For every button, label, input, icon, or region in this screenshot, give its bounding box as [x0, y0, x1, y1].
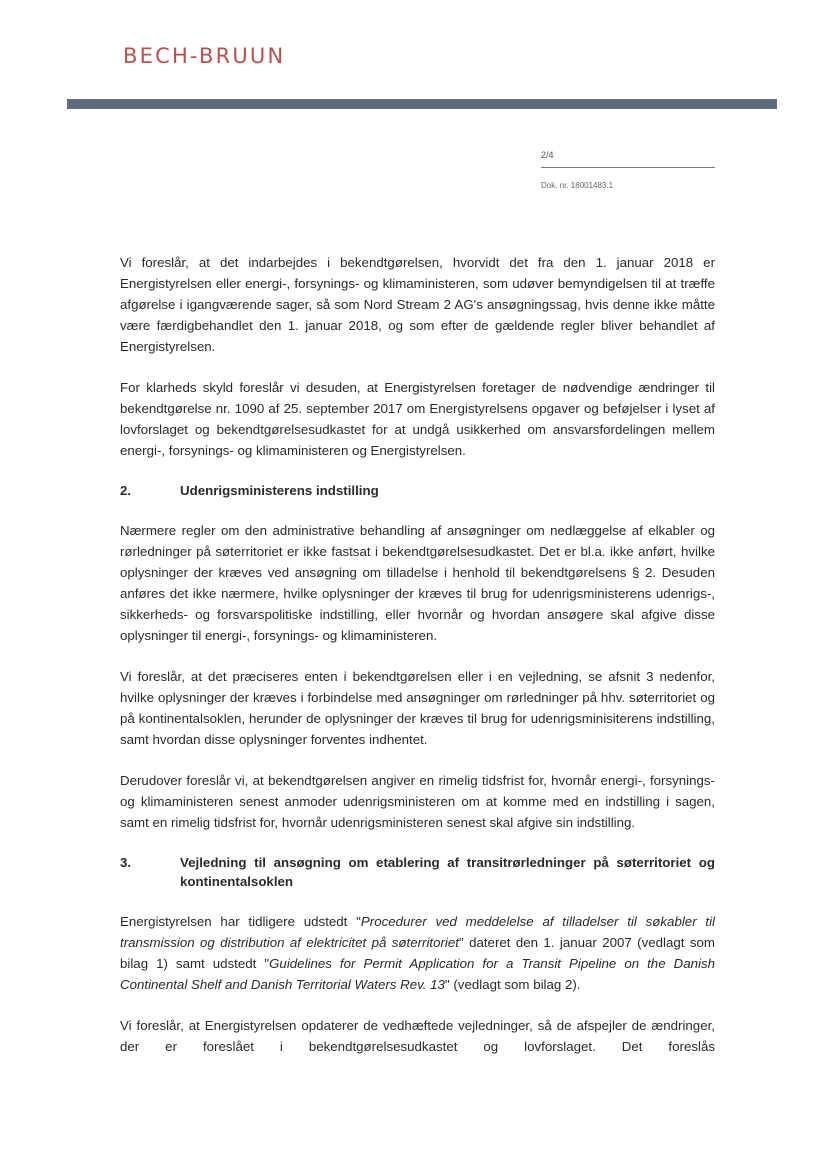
- section-2-number: 2.: [120, 483, 132, 498]
- paragraph-6-text-2: " dateret den 1. januar 2007 (vedlagt som bilag 1) samt udstedt ": [120, 935, 715, 971]
- section-2-title: Udenrigsministerens indstilling: [180, 483, 379, 498]
- section-3-number: 3.: [120, 855, 132, 870]
- section-3-heading: [120, 853, 715, 891]
- paragraph-6-italic-2: Guidelines for Permit Application for a Transit Pipeline on the Danish Continental Shelf and Danish Territorial Waters Rev. 13: [120, 956, 715, 992]
- paragraph-4: Vi foreslår, at det præciseres enten i bekendtgørelsen eller i en vejledning, se afsnit 3 nedenfor, hvilke oplysninger der kræves i forbindelse med ansøgninger om rørledninger på hhv. søterritoriet og på kontinentalsoklen, herunder de oplysninger der kræves til brug for udenrigsminisiterens indstilling, samt hvordan disse oplysninger forventes indhentet.: [120, 669, 715, 747]
- document-number: Dok. nr. 18001483.1: [541, 181, 614, 190]
- paragraph-2: For klarheds skyld foreslår vi desuden, at Energistyrelsen foretager de nødvendige ændringer til bekendtgørelse nr. 1090 af 25. september 2017 om Energistyrelsens opgaver og beføjelser i lyset af lovforslaget og bekendtgørelsesudkastet for at undgå usikkerhed om ansvarsfordelingen mellem energi-, forsynings- og klimaministeren og Energistyrelsen.: [120, 380, 715, 458]
- paragraph-3: Nærmere regler om den administrative behandling af ansøgninger om nedlæggelse af elkabler og rørledninger på søterritoriet er ikke fastsat i bekendtgørelsesudkastet. Det er bl.a. ikke anført, hvilke oplysninger der kræves ved ansøgning om tilladelse i henhold til bekendtgørelsens § 2. Desuden anføres det ikke nærmere, hvilke oplysninger der kræves til brug for udenrigsministerens udenrigs-, sikkerheds- og forsvarspolitiske indstilling, eller hvornår og hvordan ansøgere skal afgive disse oplysninger til energi-, forsynings- og klimaministeren.: [120, 523, 715, 643]
- section-2-heading: [120, 481, 715, 500]
- paragraph-6: [120, 911, 715, 995]
- paragraph-5: Derudover foreslår vi, at bekendtgørelsen angiver en rimelig tidsfrist for, hvornår energi-, forsynings- og klimaministeren senest anmoder udenrigsministeren om at komme med en indstilling i sagen, samt en rimelig tidsfrist for, hvornår udenrigsministeren senest skal afgive sin indstilling.: [120, 773, 715, 830]
- paragraph-7: Vi foreslår, at Energistyrelsen opdaterer de vedhæftede vejledninger, så de afspejler de ændringer, der er foreslået i bekendtgørelsesudkastet og lovforslaget. Det foreslås: [120, 1018, 715, 1054]
- header-bar: [67, 99, 777, 109]
- section-3-title: Vejledning til ansøgning om etablering af transitrørledninger på søterritoriet og kontinentalsoklen: [180, 855, 715, 889]
- document-meta: [541, 150, 715, 190]
- paragraph-1: Vi foreslår, at det indarbejdes i bekendtgørelsen, hvorvidt det fra den 1. januar 2018 er Energistyrelsen eller energi-, forsynings- og klimaministeren, som udøver bemyndigelsen til at træffe afgørelse i igangværende sager, så som Nord Stream 2 AG's ansøgningssag, hvis denne ikke måtte være færdigbehandlet den 1. januar 2018, og som efter de gældende regler bliver behandlet af Energistyrelsen.: [120, 255, 715, 354]
- page-number: 2/4: [541, 150, 715, 168]
- company-logo: BECH-BRUUN: [123, 44, 286, 68]
- letter-body: [120, 252, 715, 1077]
- paragraph-6-text-1: Energistyrelsen har tidligere udstedt ": [120, 914, 361, 929]
- paragraph-6-italic-1: Procedurer ved meddelelse af tilladelser til søkabler til transmission og distribution af elektricitet på søterritoriet: [120, 914, 716, 950]
- paragraph-6-text-3: " (vedlagt som bilag 2).: [444, 977, 581, 992]
